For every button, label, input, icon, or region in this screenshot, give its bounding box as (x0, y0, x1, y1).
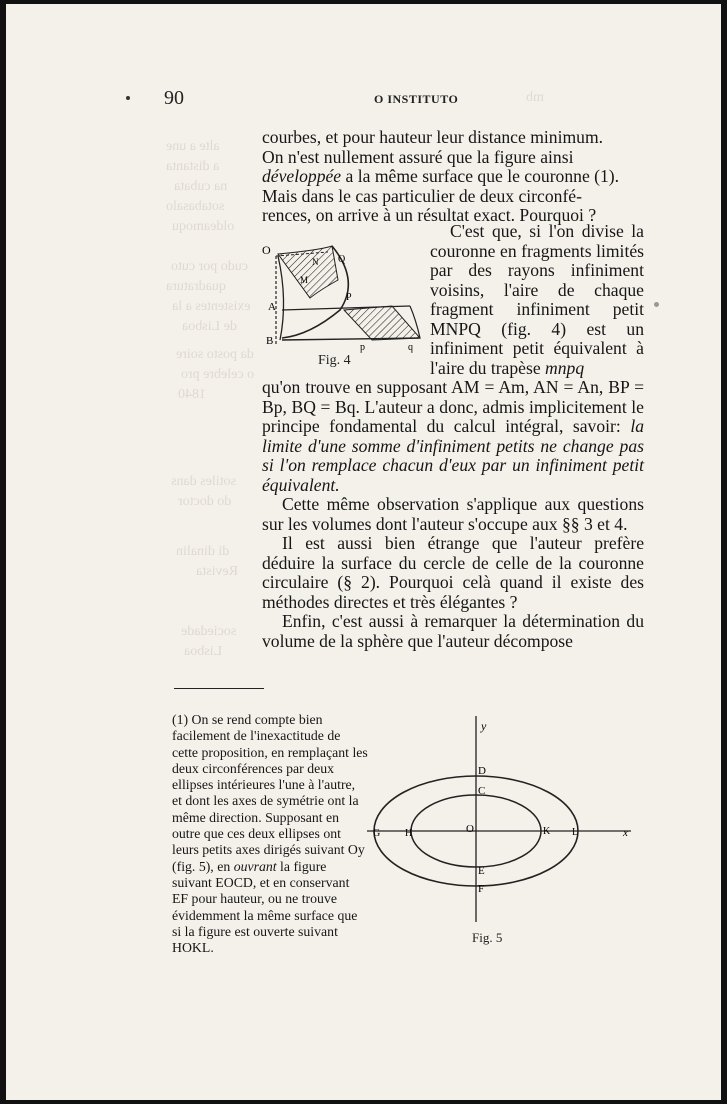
figure-4-caption: Fig. 4 (318, 353, 351, 368)
bleed-through-text: mb (526, 90, 544, 105)
main-text (262, 378, 644, 651)
fig5-label: O (466, 823, 474, 835)
bleed-through-text: cudo por cuto (171, 259, 248, 274)
text-line: rences, on arrive à un résultat exact. Pourquoi ? (262, 205, 597, 225)
footnote-rule (174, 688, 264, 689)
fig5-label: K (543, 826, 551, 837)
fig4-label: O (262, 243, 271, 257)
fig4-label: p (360, 342, 365, 353)
inner-arc (278, 256, 284, 340)
fig5-label: D (478, 765, 486, 777)
fig5-label: E (478, 865, 485, 877)
bleed-through-text: sociedade (181, 624, 237, 639)
text-line: courbes, et pour hauteur leur distance minimum. (262, 127, 604, 147)
fig4-label: Q (338, 254, 346, 265)
paragraph-2-continued: qu'on trouve en supposant AM = Am, AN = An, BP = Bp, BQ = Bq. L'auteur a donc, admis implicitement le principe fondamental du calcul intégral, savoir: la limite d'une somme d'infiniment petits ne change pas si l'on remplace chacun d'eux par un infiniment petit équivalent. (262, 377, 644, 495)
text-line: On n'est nullement assuré que la figure ainsi (262, 146, 574, 167)
paragraph-3: Cette même observation s'applique aux questions sur les volumes dont l'auteur s'occupe aux §§ 3 et 4. (262, 494, 644, 534)
figure-5 (361, 710, 646, 928)
bleed-through-text: oldeamoqu (172, 219, 235, 234)
bleed-through-text: quadratura (166, 279, 226, 294)
bleed-through-text: alte a une (166, 139, 220, 154)
fig5-label: G (373, 828, 381, 839)
fig5-label: y (481, 719, 487, 733)
fig5-label: H (405, 828, 413, 839)
paragraph-5: Enfin, c'est aussi à remarquer la détermination du volume de la sphère que l'auteur décompose (262, 611, 644, 651)
bleed-through-text: Lisboa (184, 644, 223, 659)
bleed-through-text: da posto soire (176, 347, 254, 362)
fig4-label: A (268, 301, 276, 313)
paragraph-4: Il est aussi bien étrange que l'auteur prefère déduire la surface du cercle de celle de la couronne circulaire (§ 2). Pourquoi celà quand il existe des méthodes directes et très élégantes ? (262, 533, 644, 612)
bleed-through-text: 1840 (178, 387, 206, 402)
bleed-through-text: do doctor (178, 494, 232, 509)
figure-5-caption: Fig. 5 (472, 930, 503, 945)
bleed-through-text: existentes a la (172, 299, 251, 314)
bleed-through-text: sotabasalo (166, 199, 225, 214)
bleed-through-text: de Lisboa (182, 319, 237, 334)
fig5-label: L (572, 827, 579, 838)
fig5-label: x (623, 827, 628, 839)
fig5-label: F (478, 883, 485, 895)
bleed-through-text: sotiles dans (171, 474, 236, 489)
running-header (164, 87, 644, 113)
fig4-label: B (266, 335, 274, 347)
page (6, 4, 721, 1100)
text-line: Mais dans le cas particulier de deux circonfé- (262, 185, 582, 206)
fig4-label: M (300, 275, 309, 285)
bleed-through-text: a distanta (166, 159, 220, 174)
fig4-label: N (312, 257, 319, 267)
journal-title: O INSTITUTO (374, 92, 459, 106)
fig5-label: C (478, 785, 486, 797)
text-line: développée a la même surface que le couronne (1). (262, 166, 620, 186)
fig4-label: P (346, 292, 352, 303)
footnote: (1) On se rend compte bien facilement de l'inexactitude de cette proposition, en remplaçant les deux circonférences par deux ellipses intérieures l'une à l'autre, et dont les axes de symétrie ont la même direction. Supposant en outre que ces deux ellipses ont leurs petits axes dirigés suivant Oy (fig. 5), en ouvrant la figure suivant EOCD, et en conservant EF pour hauteur, ou ne trouve évidemment la même surface que si la figure est ouverte suivant HOKL. (172, 712, 368, 956)
bleed-through-text: di dinalin (176, 544, 230, 559)
fig4-label: q (408, 342, 413, 353)
paragraph-1 (262, 128, 644, 226)
bleed-through-text: Revista (196, 564, 238, 579)
trapeze-mnpq (344, 306, 420, 340)
ink-spot (126, 96, 130, 100)
paragraph-2-column: C'est que, si l'on divise la couronne en fragments limités par des rayons infiniment voisins, l'aire de chaque fragment infiniment petit MNPQ (fig. 4) est un infiniment petit équivalent à l'aire du trapèse mnpq (430, 221, 644, 378)
bleed-through-text: o celebre pro (181, 367, 255, 382)
ink-spot (654, 302, 659, 307)
page-number: 90 (164, 87, 184, 109)
bleed-through-text: na cubata (174, 179, 228, 194)
